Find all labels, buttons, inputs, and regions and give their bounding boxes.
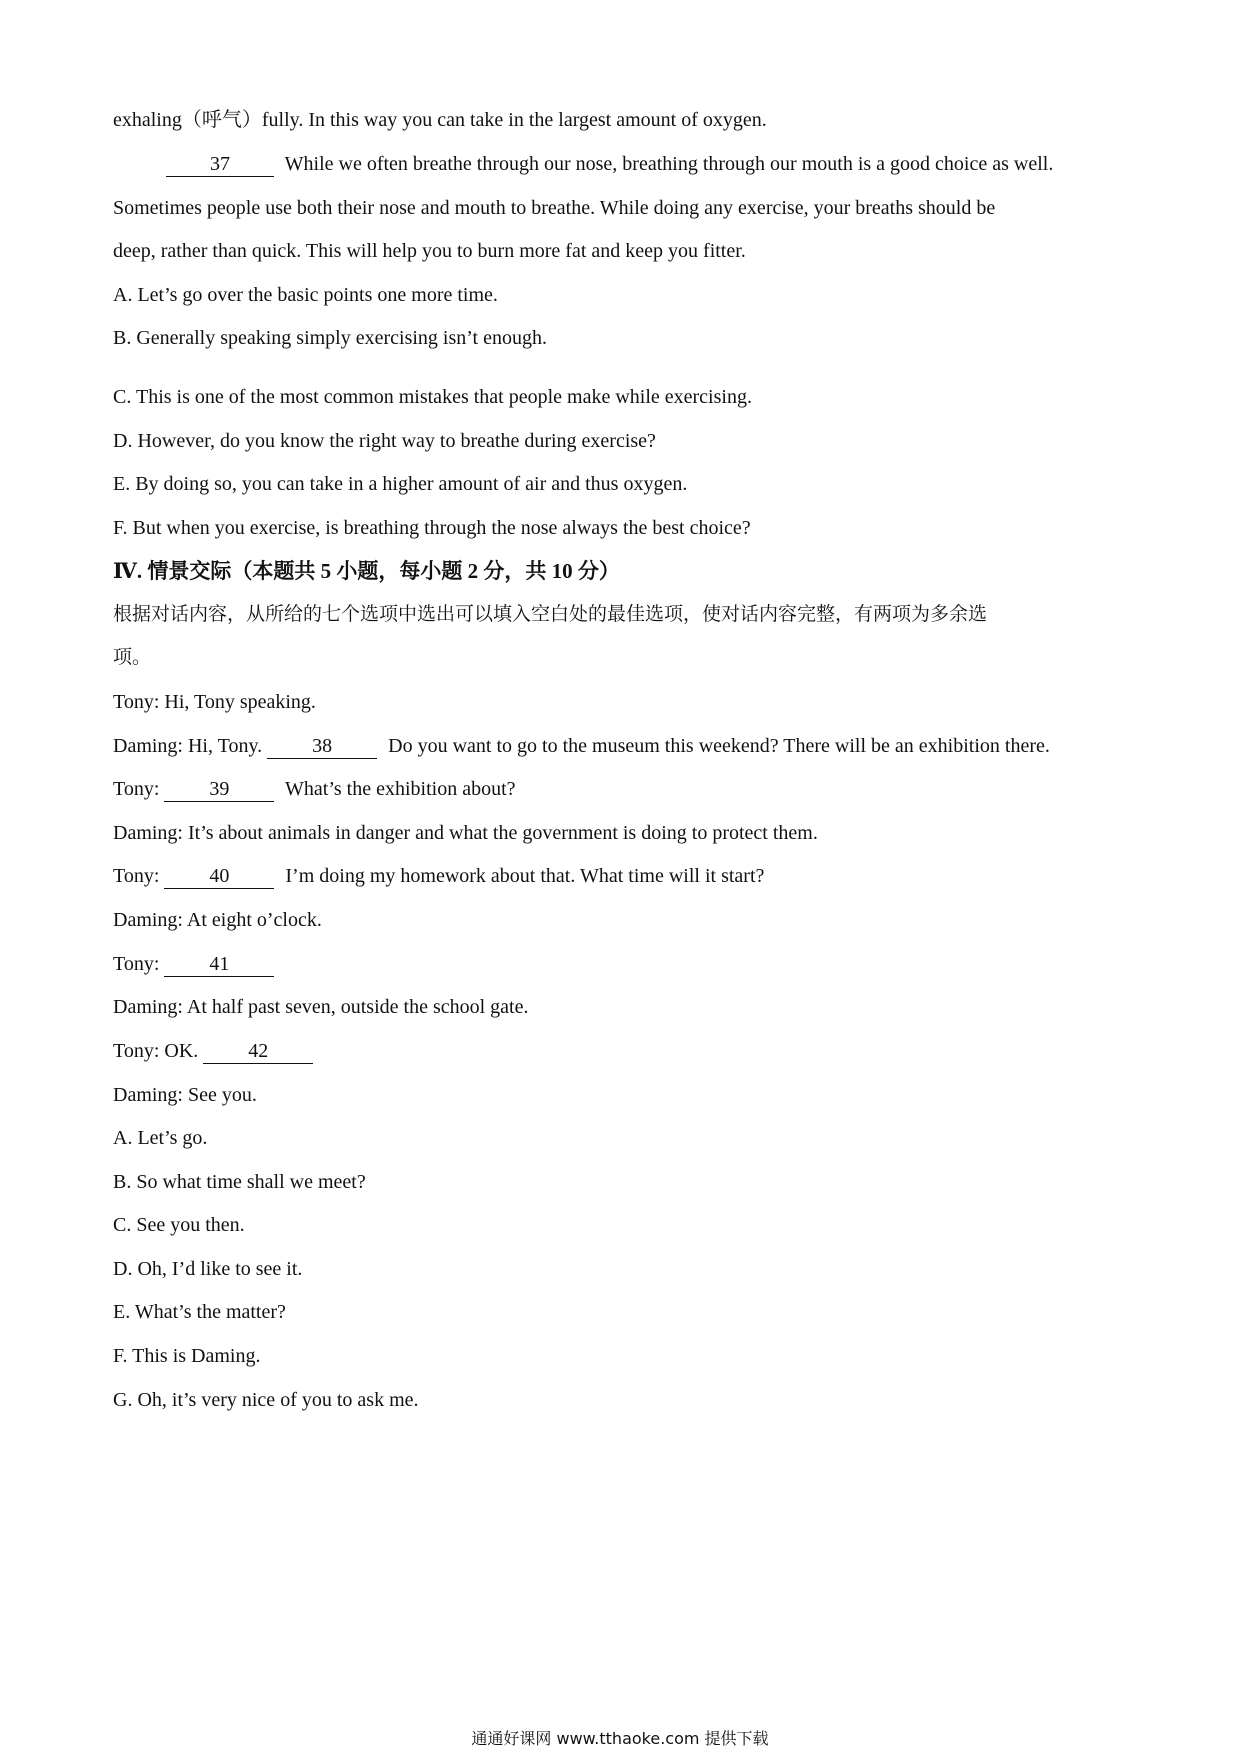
dialogue-option-g: G. Oh, it’s very nice of you to ask me. <box>113 1389 419 1411</box>
dialogue-line-7 <box>113 950 280 978</box>
passage-option-a: A. Let’s go over the basic points one more time. <box>113 284 498 306</box>
dialogue-option-c: C. See you then. <box>113 1214 245 1236</box>
dialogue-line-3 <box>113 775 516 803</box>
instruction-line-1: 根据对话内容，从所给的七个选项中选出可以填入空白处的最佳选项，使对话内容完整，有两项为多余选 <box>113 603 988 625</box>
dialogue-line-3-post: What’s the exhibition about? <box>285 778 516 800</box>
passage-line-3: Sometimes people use both their nose and mouth to breathe. While doing any exercise, your breaths should be <box>113 197 996 219</box>
section-heading: Ⅳ. 情景交际（本题共 5 小题，每小题 2 分，共 10 分） <box>113 559 620 583</box>
passage-line-2 <box>166 150 1053 178</box>
blank-40: 40 <box>164 864 274 889</box>
dialogue-option-d: D. Oh, I’d like to see it. <box>113 1258 303 1280</box>
passage-line-1: exhaling（呼气）fully. In this way you can take in the largest amount of oxygen. <box>113 109 767 131</box>
dialogue-line-2-post: Do you want to go to the museum this weekend? There will be an exhibition there. <box>388 735 1050 757</box>
dialogue-option-b: B. So what time shall we meet? <box>113 1171 366 1193</box>
page-footer: 通通好课网 www.tthaoke.com 提供下载 <box>471 1729 769 1748</box>
dialogue-line-7-pre: Tony: <box>113 953 160 975</box>
passage-option-c: C. This is one of the most common mistakes that people make while exercising. <box>113 386 752 408</box>
blank-42: 42 <box>203 1039 313 1064</box>
dialogue-line-2-pre: Daming: Hi, Tony. <box>113 735 263 757</box>
dialogue-option-e: E. What’s the matter? <box>113 1301 286 1323</box>
blank-39: 39 <box>164 777 274 802</box>
dialogue-option-a: A. Let’s go. <box>113 1127 208 1149</box>
passage-option-d: D. However, do you know the right way to breathe during exercise? <box>113 430 656 452</box>
dialogue-line-6: Daming: At eight o’clock. <box>113 909 322 931</box>
blank-41: 41 <box>164 952 274 977</box>
dialogue-option-f: F. This is Daming. <box>113 1345 261 1367</box>
passage-option-b: B. Generally speaking simply exercising isn’t enough. <box>113 327 547 349</box>
dialogue-line-4: Daming: It’s about animals in danger and what the government is doing to protect them. <box>113 822 818 844</box>
dialogue-line-9 <box>113 1037 319 1065</box>
dialogue-line-3-pre: Tony: <box>113 778 160 800</box>
dialogue-line-10: Daming: See you. <box>113 1084 257 1106</box>
dialogue-line-5-post: I’m doing my homework about that. What time will it start? <box>285 865 765 887</box>
dialogue-line-9-pre: Tony: OK. <box>113 1040 199 1062</box>
blank-37: 37 <box>166 152 274 177</box>
passage-line-4: deep, rather than quick. This will help you to burn more fat and keep you fitter. <box>113 240 746 262</box>
passage-option-f: F. But when you exercise, is breathing through the nose always the best choice? <box>113 517 751 539</box>
instruction-line-2: 项。 <box>113 646 152 668</box>
passage-option-e: E. By doing so, you can take in a higher amount of air and thus oxygen. <box>113 473 688 495</box>
passage-line-2-text: While we often breathe through our nose, breathing through our mouth is a good choice as well. <box>284 153 1054 175</box>
dialogue-line-5 <box>113 862 764 890</box>
blank-38: 38 <box>267 734 377 759</box>
dialogue-line-2 <box>113 732 1050 760</box>
dialogue-line-1: Tony: Hi, Tony speaking. <box>113 691 316 713</box>
dialogue-line-8: Daming: At half past seven, outside the school gate. <box>113 996 529 1018</box>
dialogue-line-5-pre: Tony: <box>113 865 160 887</box>
